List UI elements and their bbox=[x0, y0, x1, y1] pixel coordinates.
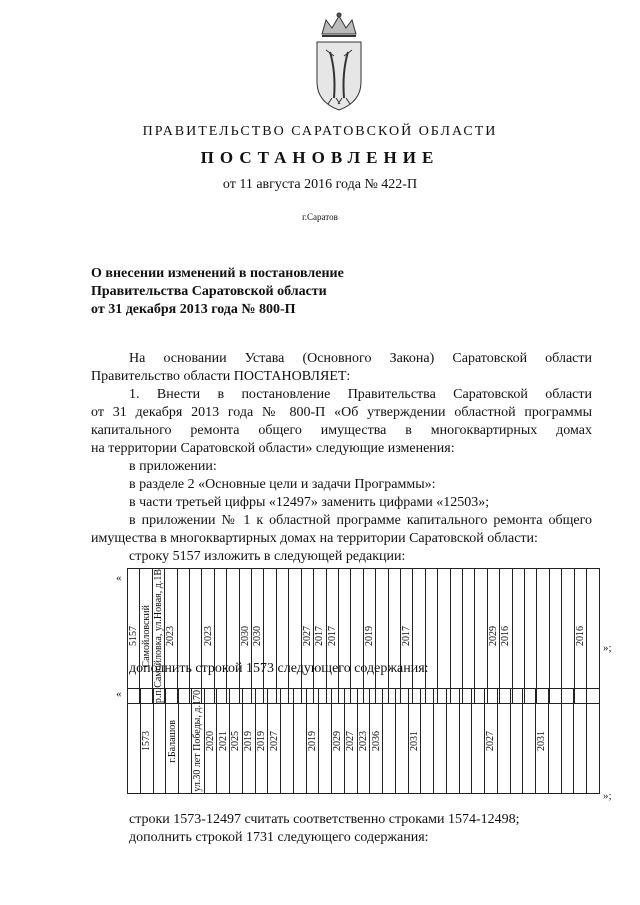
quote-close: »; bbox=[603, 790, 612, 802]
table-cell bbox=[512, 569, 524, 704]
table-cell bbox=[179, 689, 192, 794]
table-cell bbox=[549, 569, 561, 704]
paragraph: дополнить строкой 1573 следующего содержания: bbox=[129, 661, 429, 676]
cell-text: 2027 bbox=[485, 731, 497, 751]
table-cell bbox=[446, 689, 459, 794]
table-cell bbox=[400, 569, 412, 704]
table-cell bbox=[497, 689, 510, 794]
table-cell bbox=[357, 689, 370, 794]
table-cell bbox=[276, 569, 288, 704]
coat-of-arms-emblem bbox=[300, 12, 378, 112]
paragraph: в приложении № 1 к областной программе капитального ремонта общего bbox=[129, 513, 592, 528]
cell-text: 2023 bbox=[165, 626, 177, 647]
table-cell bbox=[475, 569, 487, 704]
government-name: ПРАВИТЕЛЬСТВО САРАТОВСКОЙ ОБЛАСТИ bbox=[142, 124, 498, 139]
table-cell bbox=[268, 689, 281, 794]
document-type: ПОСТАНОВЛЕНИЕ bbox=[200, 148, 440, 167]
cell-text: 2016 bbox=[500, 626, 512, 647]
subject-line: О внесении изменений в постановление bbox=[91, 266, 344, 281]
paragraph: на территории Саратовской области» следующие изменения: bbox=[91, 441, 455, 456]
table-cell bbox=[485, 689, 498, 794]
table-cell bbox=[523, 689, 536, 794]
table-cell bbox=[281, 689, 294, 794]
cell-text: 2019 bbox=[243, 731, 255, 751]
table-cell bbox=[525, 569, 537, 704]
table-cell bbox=[587, 569, 600, 704]
cell-text: 1573 bbox=[141, 731, 153, 751]
cell-text: 2029 bbox=[487, 626, 499, 647]
table-cell bbox=[510, 689, 523, 794]
table-cell bbox=[408, 689, 421, 794]
table-cell bbox=[376, 569, 388, 704]
table-cell bbox=[472, 689, 485, 794]
table-cell bbox=[166, 689, 179, 794]
table-row bbox=[128, 689, 600, 794]
paragraph: 1. Внести в постановление Правительства Саратовской области bbox=[129, 387, 592, 402]
table-cell bbox=[487, 569, 499, 704]
table-cell bbox=[165, 569, 177, 704]
cell-text: 2025 bbox=[230, 731, 242, 751]
table-cell bbox=[536, 689, 549, 794]
table-cell bbox=[332, 689, 345, 794]
paragraph: На основании Устава (Основного Закона) Саратовской области bbox=[129, 351, 592, 366]
table-cell bbox=[140, 689, 153, 794]
table-cell bbox=[462, 569, 474, 704]
table-cell bbox=[177, 569, 189, 704]
cell-text: 2027 bbox=[268, 731, 280, 751]
table-cell bbox=[338, 569, 350, 704]
table-cell bbox=[314, 569, 326, 704]
table-cell bbox=[537, 569, 549, 704]
table-cell bbox=[153, 689, 166, 794]
cell-text: 2031 bbox=[408, 731, 420, 751]
cell-text: 5157 bbox=[128, 626, 140, 647]
table-cell bbox=[204, 689, 217, 794]
paragraph: дополнить строкой 1731 следующего содержания: bbox=[129, 830, 429, 845]
cell-text: 2036 bbox=[370, 731, 382, 751]
paragraph: имущества в многоквартирных домах на территории Саратовской области: bbox=[91, 531, 538, 546]
table-cell bbox=[301, 569, 313, 704]
table-cell bbox=[217, 689, 230, 794]
table-cell bbox=[383, 689, 396, 794]
cell-text: 2023 bbox=[357, 731, 369, 751]
cell-text: 2017 bbox=[401, 626, 413, 647]
cell-text: 2017 bbox=[326, 626, 338, 647]
cell-text: 2020 bbox=[204, 731, 216, 751]
table-cell bbox=[239, 569, 251, 704]
quote-open: « bbox=[116, 572, 122, 584]
table-cell bbox=[370, 689, 383, 794]
table-cell bbox=[363, 569, 375, 704]
paragraph: в приложении: bbox=[129, 459, 217, 474]
cell-text: 2021 bbox=[217, 731, 229, 751]
cell-text: Самойловский bbox=[140, 604, 152, 668]
table-cell bbox=[255, 689, 268, 794]
table-cell bbox=[425, 569, 437, 704]
table-cell bbox=[128, 689, 141, 794]
table-cell bbox=[214, 569, 226, 704]
table-row bbox=[128, 569, 600, 704]
table-cell bbox=[344, 689, 357, 794]
table-cell bbox=[351, 569, 363, 704]
table-cell bbox=[227, 569, 239, 704]
table-cell bbox=[548, 689, 561, 794]
table-cell bbox=[438, 569, 450, 704]
table-cell bbox=[574, 569, 586, 704]
cell-text: г.Балашов bbox=[166, 719, 178, 763]
table-cell bbox=[128, 569, 140, 704]
table-cell bbox=[293, 689, 306, 794]
table-cell bbox=[190, 569, 202, 704]
cell-text: 2016 bbox=[574, 626, 586, 647]
subject-line: от 31 декабря 2013 года № 800-П bbox=[91, 302, 296, 317]
table-cell bbox=[459, 689, 472, 794]
table-cell bbox=[561, 689, 574, 794]
table-cell bbox=[500, 569, 512, 704]
paragraph: Правительство области ПОСТАНОВЛЯЕТ: bbox=[91, 369, 351, 384]
table-cell bbox=[574, 689, 587, 794]
table-cell bbox=[434, 689, 447, 794]
table-cell bbox=[413, 569, 425, 704]
added-row-table bbox=[127, 688, 600, 794]
paragraph: в части третьей цифры «12497» заменить цифрами «12503»; bbox=[129, 495, 490, 510]
replacement-row-table bbox=[127, 568, 600, 704]
paragraph: строку 5157 изложить в следующей редакции: bbox=[129, 549, 406, 564]
paragraph: строки 1573-12497 считать соответственно строками 1574-12498; bbox=[129, 812, 520, 827]
table-cell bbox=[140, 569, 152, 704]
table-cell bbox=[264, 569, 276, 704]
cell-text: 2030 bbox=[239, 626, 251, 647]
cell-text: ул.30 лет Победы, д.170 bbox=[192, 690, 204, 792]
cell-text: р.п.Самойловка, ул.Новая, д.1В bbox=[153, 569, 165, 704]
cell-text: 2027 bbox=[345, 731, 357, 751]
table-cell bbox=[202, 569, 214, 704]
table-cell bbox=[388, 569, 400, 704]
table-cell bbox=[306, 689, 319, 794]
cell-text: 2019 bbox=[306, 731, 318, 751]
quote-close: »; bbox=[603, 642, 612, 654]
city: г.Саратов bbox=[302, 212, 338, 222]
subject-line: Правительства Саратовской области bbox=[91, 284, 327, 299]
table-cell bbox=[587, 689, 600, 794]
table-cell bbox=[252, 569, 264, 704]
table-cell bbox=[289, 569, 301, 704]
cell-text: 2019 bbox=[255, 731, 267, 751]
table-cell bbox=[326, 569, 338, 704]
table-cell bbox=[242, 689, 255, 794]
quote-open: « bbox=[116, 688, 122, 700]
table-cell bbox=[395, 689, 408, 794]
table-cell bbox=[230, 689, 243, 794]
table-cell bbox=[191, 689, 204, 794]
cell-text: 2017 bbox=[314, 626, 326, 647]
date-and-number: от 11 августа 2016 года № 422-П bbox=[222, 177, 418, 192]
document-subject bbox=[91, 265, 344, 319]
paragraph: капитального ремонта общего имущества в многоквартирных домах bbox=[91, 423, 592, 438]
cell-text: 2029 bbox=[332, 731, 344, 751]
cell-text: 2031 bbox=[536, 731, 548, 751]
paragraph: от 31 декабря 2013 года № 800-П «Об утверждении областной программы bbox=[91, 405, 592, 420]
table-cell bbox=[319, 689, 332, 794]
cell-text: 2030 bbox=[252, 626, 264, 647]
table-cell bbox=[421, 689, 434, 794]
cell-text: 2023 bbox=[202, 626, 214, 647]
cell-text: 2027 bbox=[301, 626, 313, 647]
table-cell bbox=[152, 569, 164, 704]
cell-text: 2019 bbox=[363, 626, 375, 647]
table-cell bbox=[562, 569, 574, 704]
table-cell bbox=[450, 569, 462, 704]
paragraph: в разделе 2 «Основные цели и задачи Программы»: bbox=[129, 477, 436, 492]
